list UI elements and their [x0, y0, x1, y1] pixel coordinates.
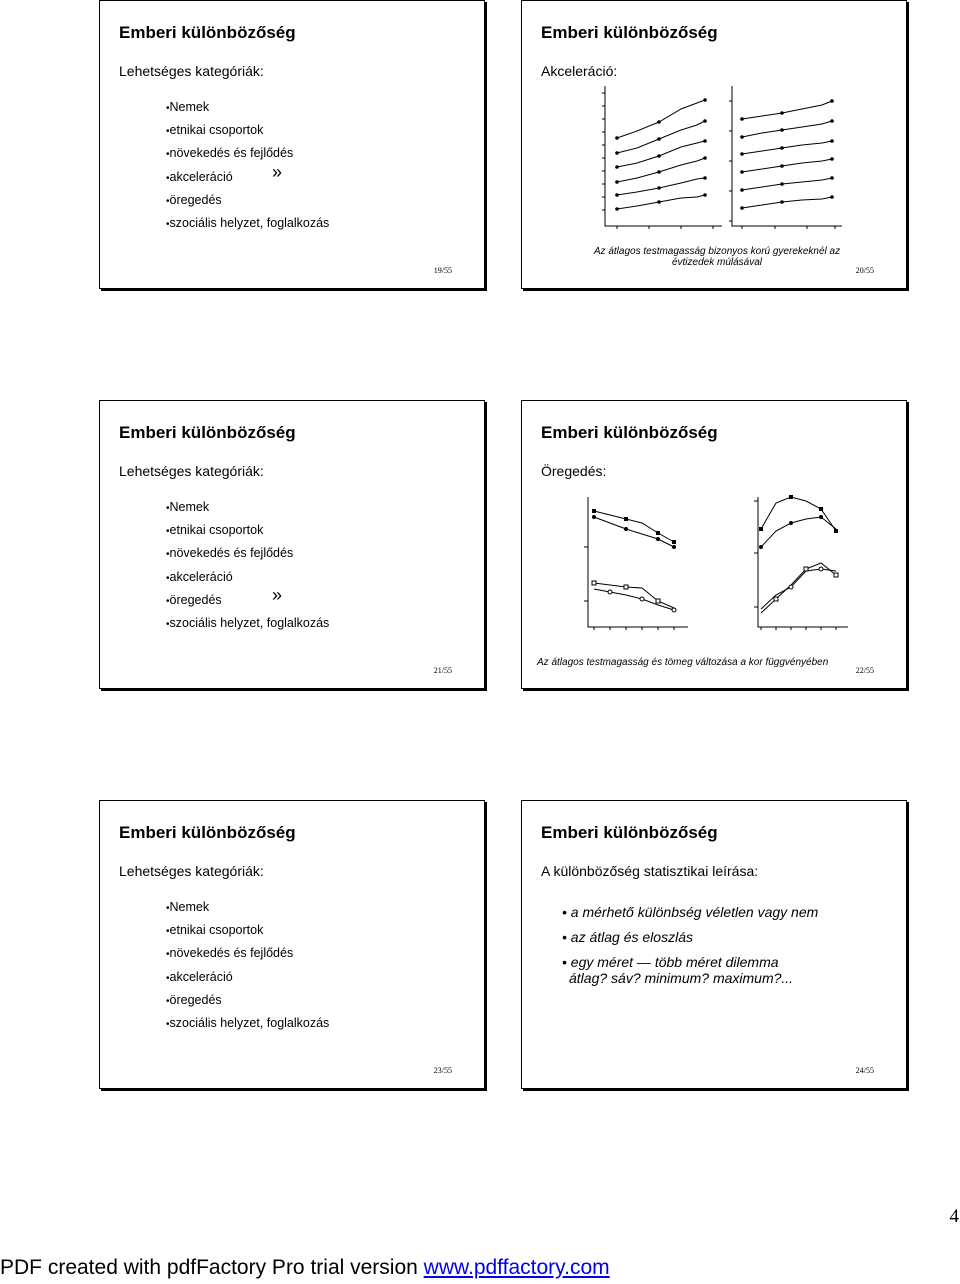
aging-figure	[558, 489, 858, 644]
slide-23	[99, 800, 485, 1089]
figure-caption: Az átlagos testmagasság és tömeg változása a kor függvényében	[537, 657, 829, 668]
acceleration-figure	[577, 81, 847, 241]
list-item: •akceleráció	[166, 569, 233, 584]
slide-24	[521, 800, 907, 1089]
list-item: •növekedés és fejlődés	[166, 946, 294, 961]
statistics-list	[562, 904, 818, 995]
list-item: • egy méret — több méret dilemma átlag? sáv? minimum? maximum?...	[562, 954, 818, 986]
list-item: •etnikai csoportok	[166, 123, 264, 138]
list-item: •növekedés és fejlődés	[166, 146, 294, 161]
list-item: •szociális helyzet, foglalkozás	[166, 615, 330, 630]
slide-page-number: 23/55	[433, 1066, 452, 1075]
slide-22	[521, 400, 907, 689]
list-item: • a mérhető különbség véletlen vagy nem	[562, 904, 819, 920]
list-item: •etnikai csoportok	[166, 523, 264, 538]
list-item: •öregedés	[166, 992, 222, 1007]
list-item: •Nemek	[166, 100, 210, 114]
slide-title: Emberi különbözőség	[541, 423, 718, 442]
slide-19	[99, 0, 485, 289]
list-item: •növekedés és fejlődés	[166, 546, 294, 561]
slide-title: Emberi különbözőség	[119, 423, 296, 442]
footer-link[interactable]: www.pdffactory.com	[423, 1256, 610, 1279]
slide-page-number: 20/55	[855, 266, 874, 275]
list-item: •akceleráció »	[166, 161, 283, 184]
slide-20	[521, 0, 907, 289]
current-marker: »	[272, 161, 283, 182]
footer-text: PDF created with pdfFactory Pro trial version	[0, 1256, 424, 1279]
page-number: 4	[949, 1206, 959, 1227]
slide-subtitle: Lehetséges kategóriák:	[119, 63, 264, 79]
slide-title: Emberi különbözőség	[119, 23, 296, 42]
slide-subtitle: Lehetséges kategóriák:	[119, 463, 264, 479]
figure-caption: Az átlagos testmagasság bizonyos korú gyerekeknél az évtizedek múlásával	[593, 246, 841, 268]
current-marker: »	[272, 584, 283, 605]
slide-page-number: 19/55	[433, 266, 452, 275]
slide-title: Emberi különbözőség	[119, 823, 296, 842]
list-item: •akceleráció	[166, 969, 233, 984]
pdf-footer	[0, 1256, 610, 1280]
list-item: •szociális helyzet, foglalkozás	[166, 215, 330, 230]
list-item: •öregedés	[166, 192, 222, 207]
list-subline: átlag? sáv? minimum? maximum?...	[569, 970, 794, 986]
slide-subtitle: A különbözőség statisztikai leírása:	[541, 863, 759, 879]
list-item: •etnikai csoportok	[166, 923, 264, 938]
slide-title: Emberi különbözőség	[541, 823, 718, 842]
slide-title: Emberi különbözőség	[541, 23, 718, 42]
slide-21	[99, 400, 485, 689]
list-item: • az átlag és eloszlás	[562, 929, 693, 945]
list-item: •Nemek	[166, 900, 210, 914]
category-list	[166, 500, 329, 639]
list-item: •Nemek	[166, 500, 210, 514]
slide-subtitle: Akceleráció:	[541, 63, 618, 79]
list-item: •öregedés »	[166, 584, 283, 607]
category-list	[166, 100, 329, 239]
slide-subtitle: Öregedés:	[541, 463, 607, 479]
slide-subtitle: Lehetséges kategóriák:	[119, 863, 264, 879]
slide-page-number: 24/55	[855, 1066, 874, 1075]
slide-page-number: 21/55	[433, 666, 452, 675]
category-list	[166, 900, 329, 1039]
list-item: •szociális helyzet, foglalkozás	[166, 1015, 330, 1030]
slide-page-number: 22/55	[855, 666, 874, 675]
